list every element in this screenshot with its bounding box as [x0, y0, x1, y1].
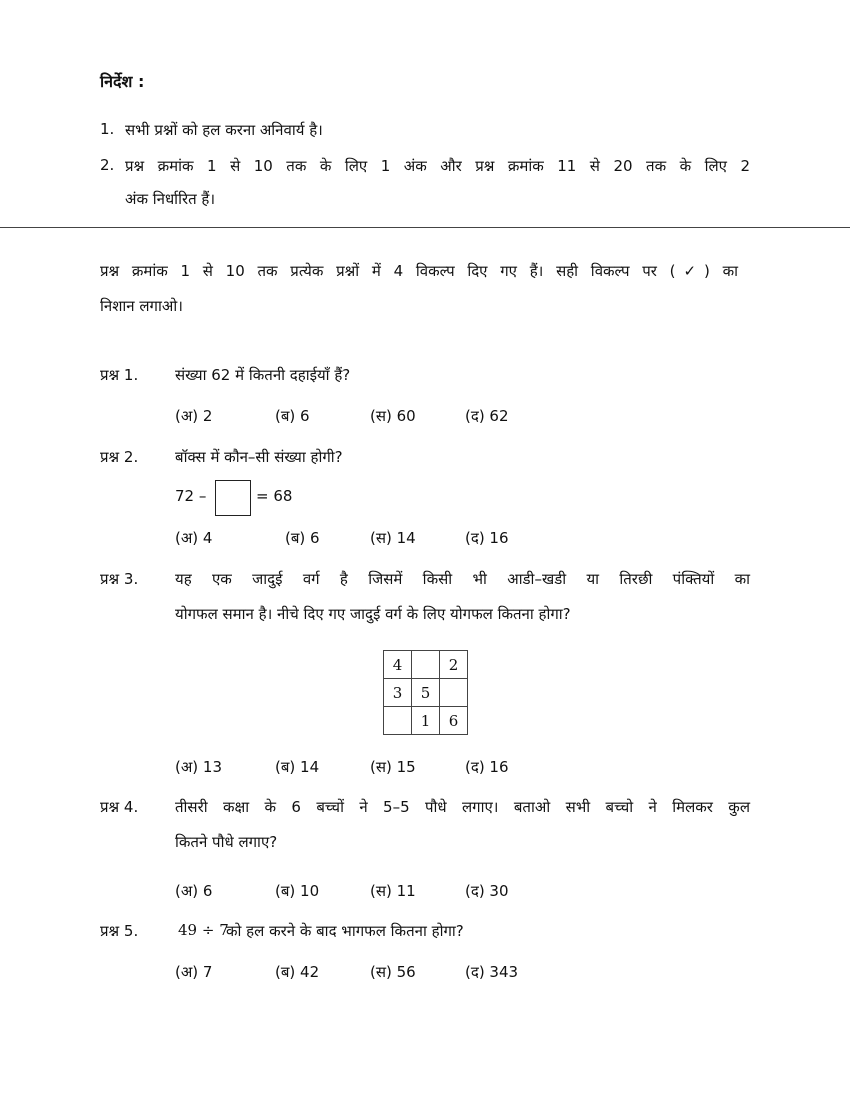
equation-right: = 68: [256, 487, 293, 505]
question-4-line1: तीसरी कक्षा के 6 बच्चों ने 5–5 पौधे लगाए। बताओ सभी बच्चो ने मिलकर कुल: [175, 798, 750, 816]
question-5-option-a: (अ) 7: [175, 963, 213, 981]
magic-square-cell: 6: [440, 707, 468, 735]
question-3-option-a: (अ) 13: [175, 758, 223, 776]
divider-line: [0, 227, 850, 228]
magic-square-cell: [440, 679, 468, 707]
magic-square-cell: [384, 707, 412, 735]
question-2-text: बॉक्स में कौन–सी संख्या होगी?: [175, 448, 343, 466]
question-2-option-b: (ब) 6: [285, 529, 320, 547]
question-1-option-c: (स) 60: [370, 407, 416, 425]
equation-left: 72 –: [175, 487, 207, 505]
question-2-option-d: (द) 16: [465, 529, 509, 547]
instruction-1-number: 1.: [100, 120, 115, 138]
question-4-label: प्रश्न 4.: [100, 798, 139, 816]
question-2-option-a: (अ) 4: [175, 529, 213, 547]
magic-square-cell: 2: [440, 651, 468, 679]
question-5-option-d: (द) 343: [465, 963, 519, 981]
question-5-text: को हल करने के बाद भागफल कितना होगा?: [226, 922, 464, 940]
magic-square-grid: [383, 650, 468, 735]
question-2-label: प्रश्न 2.: [100, 448, 139, 466]
question-1-option-b: (ब) 6: [275, 407, 310, 425]
question-4-line2: कितने पौधे लगाए?: [175, 833, 278, 851]
instruction-2-number: 2.: [100, 156, 115, 174]
question-4-option-d: (द) 30: [465, 882, 509, 900]
instruction-2-line2: अंक निर्धारित हैं।: [125, 190, 216, 208]
question-3-line2: योगफल समान है। नीचे दिए गए जादुई वर्ग के लिए योगफल कितना होगा?: [175, 605, 571, 623]
question-3-option-d: (द) 16: [465, 758, 509, 776]
magic-square-cell: 3: [384, 679, 412, 707]
question-4-option-a: (अ) 6: [175, 882, 213, 900]
question-5-option-c: (स) 56: [370, 963, 416, 981]
magic-square-cell: 4: [384, 651, 412, 679]
question-1-label: प्रश्न 1.: [100, 366, 139, 384]
question-2-option-c: (स) 14: [370, 529, 416, 547]
question-5-option-b: (ब) 42: [275, 963, 320, 981]
magic-square-cell: 1: [412, 707, 440, 735]
magic-square-cell: [412, 651, 440, 679]
answer-box: [215, 480, 251, 516]
instructions-title: निर्देश :: [100, 72, 145, 91]
question-5-expression: 49 ÷ 7: [178, 921, 229, 939]
section-instruction-line2: निशान लगाओ।: [100, 297, 183, 315]
instruction-2-line1: प्रश्न क्रमांक 1 से 10 तक के लिए 1 अंक और प्रश्न क्रमांक 11 से 20 तक के लिए 2: [125, 157, 750, 175]
question-3-label: प्रश्न 3.: [100, 570, 139, 588]
question-3-option-c: (स) 15: [370, 758, 416, 776]
magic-square-cell: 5: [412, 679, 440, 707]
instruction-1-text: सभी प्रश्नों को हल करना अनिवार्य है।: [125, 121, 323, 139]
question-4-option-c: (स) 11: [370, 882, 416, 900]
question-3-line1: यह एक जादुई वर्ग है जिसमें किसी भी आडी–खडी या तिरछी पंक्तियों का: [175, 570, 750, 588]
section-instruction-line1: प्रश्न क्रमांक 1 से 10 तक प्रत्येक प्रश्नों में 4 विकल्प दिए गए हैं। सही विकल्प पर (✓) का: [100, 262, 738, 280]
question-1-option-d: (द) 62: [465, 407, 509, 425]
question-3-option-b: (ब) 14: [275, 758, 320, 776]
question-5-label: प्रश्न 5.: [100, 922, 139, 940]
question-1-option-a: (अ) 2: [175, 407, 213, 425]
question-4-option-b: (ब) 10: [275, 882, 320, 900]
question-1-text: संख्या 62 में कितनी दहाईयाँ हैं?: [175, 366, 351, 384]
